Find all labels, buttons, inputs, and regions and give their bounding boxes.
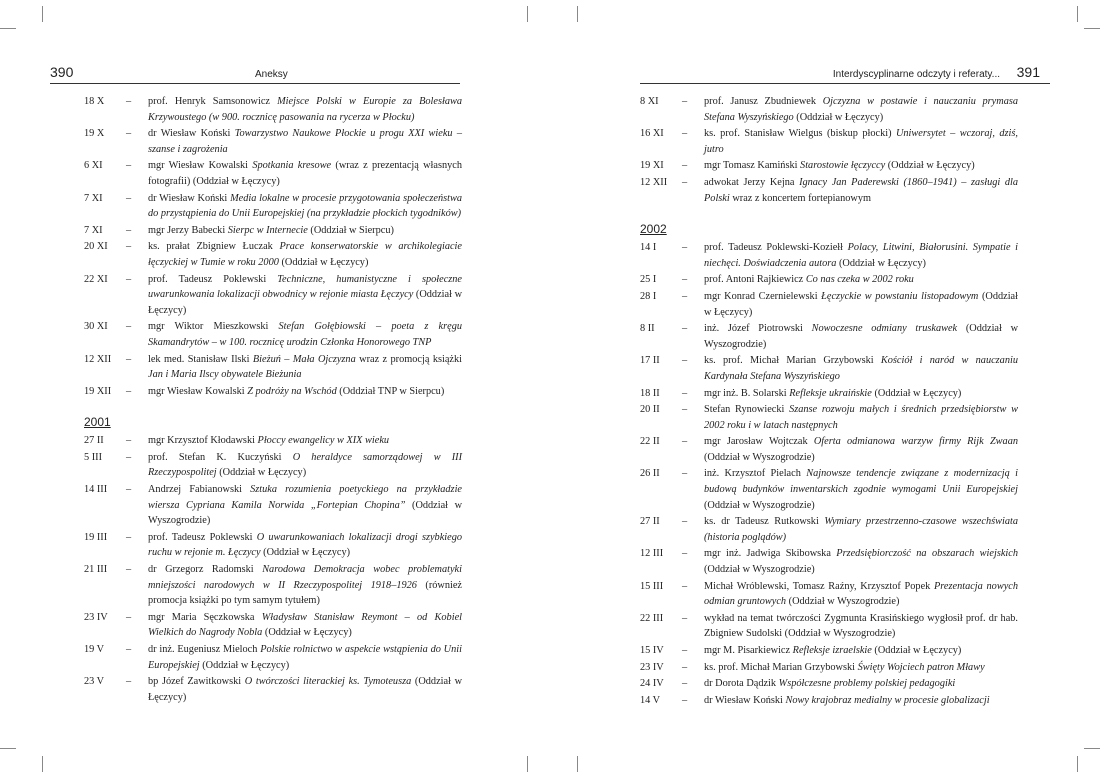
lecture-date: 19 III — [84, 531, 108, 543]
dash-separator: – — [682, 580, 688, 592]
lecture-title: Refleksje izraelskie — [792, 645, 872, 656]
dash-separator: – — [682, 160, 688, 172]
dash-separator: – — [682, 290, 688, 302]
lecture-text: mgr inż. Jadwiga Skibowska — [704, 548, 837, 560]
lecture-title: Polacy, Litwini, Białorusini. Sympatie i niechęci. Doświadczenia autora — [704, 242, 1018, 269]
lecture-title: O twórczości literackiej ks. Tymoteusza — [244, 676, 412, 688]
page-number: 390 — [50, 64, 74, 80]
lecture-text: wykład na temat twórczości Zygmunta Krasińskiego wygłosił prof. dr hab. Zbigniew Sudolski (Oddział w Wyszogrodzie) — [704, 612, 1018, 640]
lecture-date: 28 I — [640, 290, 657, 302]
lecture-entry — [84, 191, 462, 222]
lecture-text: (Oddział w Łęczycy) — [871, 645, 962, 656]
lecture-text: ks. prof. Stanisław Wielgus (biskup płocki) — [704, 128, 896, 140]
lecture-description — [148, 272, 462, 319]
lecture-text: wraz z promocją książki — [355, 353, 462, 365]
lecture-text: Stefan Rynowiecki — [704, 404, 790, 416]
lecture-description — [704, 94, 1018, 125]
dash-separator: – — [126, 435, 132, 447]
lecture-text: adwokat Jerzy Kejna — [704, 176, 800, 188]
lecture-date: 15 IV — [640, 645, 664, 656]
dash-separator: – — [682, 468, 688, 480]
lecture-title: Z podróży na Wschód — [247, 385, 337, 397]
running-head: Aneksy — [255, 69, 288, 80]
lecture-date: 12 XII — [84, 353, 112, 365]
dash-separator: – — [126, 676, 132, 688]
dash-separator: – — [126, 160, 132, 172]
lecture-entry — [640, 386, 1018, 402]
lecture-description — [148, 126, 462, 157]
lecture-description — [704, 353, 1018, 384]
lecture-title: Oferta odmianowa warzyw firmy Rijk Zwaan — [813, 436, 1018, 448]
lecture-text: mgr Konrad Czernielewski — [704, 290, 822, 302]
lecture-title: Nowoczesne odmiany truskawek — [811, 323, 958, 335]
lecture-text: lek med. Stanisław Ilski — [148, 353, 253, 365]
lecture-description — [704, 272, 1018, 288]
right-page — [550, 0, 1100, 778]
dash-separator: – — [682, 274, 688, 286]
lecture-entry — [640, 466, 1018, 513]
lecture-title: O uwarunkowaniach lokalizacji drogi szybkiego ruchu w rejonie m. Łęczycy — [148, 531, 462, 559]
lecture-description — [148, 158, 462, 189]
lecture-date: 20 II — [640, 404, 660, 416]
lecture-description — [704, 466, 1018, 513]
page-number: 391 — [1016, 64, 1040, 80]
lecture-date: 6 XI — [84, 160, 103, 172]
lecture-date: 19 V — [84, 644, 105, 655]
lecture-date: 14 III — [84, 484, 108, 496]
lecture-description — [148, 191, 462, 222]
dash-separator: – — [682, 355, 688, 367]
lecture-date: 27 II — [84, 435, 104, 447]
lecture-description — [704, 240, 1018, 271]
page-header — [50, 66, 460, 84]
dash-separator: – — [126, 385, 132, 397]
lecture-date: 18 II — [640, 387, 660, 399]
lecture-entry — [84, 126, 462, 157]
lecture-text: (Oddział w Łęczycy) — [216, 467, 307, 479]
lecture-title: Miejsce Polski w Europie za Bolesława Krzywoustego (w 900. rocznicę pasowania na rycerza w Płocku) — [148, 96, 462, 123]
lecture-description — [704, 514, 1018, 545]
lecture-title: Starostowie łęczyccy — [800, 160, 886, 172]
lecture-entry — [640, 94, 1018, 125]
dash-separator: – — [682, 128, 688, 140]
lecture-entry — [640, 579, 1018, 610]
lecture-entry — [640, 693, 1018, 709]
lecture-entry — [640, 611, 1018, 642]
lecture-title: Władysław Stanisław Reymont – od Kobiel Wielkich do Nagrody Nobla — [148, 611, 462, 639]
lecture-entry — [640, 643, 1018, 659]
lecture-date: 18 X — [84, 96, 105, 107]
lecture-entry — [84, 352, 462, 383]
dash-separator: – — [126, 273, 132, 285]
lecture-entry — [84, 482, 462, 529]
lecture-title: Łęczyckie w powstaniu listopadowym — [821, 290, 979, 302]
lecture-text: mgr Tomasz Kamiński — [704, 160, 801, 172]
lecture-entry — [640, 126, 1018, 157]
lecture-title: Media lokalne w procesie przygotowania społeczeństwa do przystąpienia do Unii Europejskiej (na przykładzie płockich tygodników) — [148, 192, 463, 220]
lecture-description — [148, 239, 462, 270]
lecture-date: 14 I — [640, 242, 657, 254]
lecture-date: 23 IV — [84, 611, 108, 623]
lecture-description — [704, 402, 1018, 433]
lecture-list — [640, 94, 1018, 709]
lecture-date: 19 XI — [640, 160, 664, 172]
lecture-date: 23 IV — [640, 661, 664, 673]
lecture-title: Jan i Maria Ilscy obywatele Bieżunia — [148, 369, 302, 381]
lecture-title: Sztuka rozumienia poetyckiego na przykładzie wiersza Cypriana Kamila Norwida „Fortepian Chopina” — [148, 484, 462, 511]
lecture-text: prof. Henryk Samsonowicz — [148, 96, 278, 107]
lecture-description — [704, 126, 1018, 157]
lecture-description — [148, 642, 462, 673]
lecture-title: Wymiary przestrzenno-czasowe wszechświata (historia poglądów) — [704, 516, 1018, 543]
lecture-entry — [84, 239, 462, 270]
lecture-text: dr inż. Eugeniusz Mieloch — [148, 644, 261, 655]
lecture-text: (Oddział w Wyszogrodzie) — [704, 564, 815, 576]
dash-separator: – — [126, 321, 132, 333]
lecture-date: 16 XI — [640, 128, 664, 140]
lecture-entry — [84, 223, 462, 239]
lecture-title: Techniczne, humanistyczne i społeczne uwarunkowania lokalizacji obwodnicy w rejonie miasta Łęczycy — [148, 273, 462, 301]
lecture-entry — [84, 319, 462, 350]
lecture-text: (Oddział w Łęczycy) — [871, 387, 962, 399]
lecture-date: 17 II — [640, 355, 660, 367]
dash-separator: – — [682, 242, 688, 254]
lecture-description — [148, 562, 462, 609]
lecture-title: Najnowsze tendencje związane z modernizacją i budową budynków inwentarskich zgodnie wymogami Unii Europejskiej — [704, 468, 1018, 496]
lecture-text: ks. prof. Michał Marian Grzybowski — [704, 661, 858, 673]
dash-separator: – — [126, 644, 132, 655]
lecture-entry — [84, 433, 462, 449]
lecture-text: mgr Wiktor Mieszkowski — [148, 321, 279, 333]
lecture-text: (Oddział w Łęczycy) — [148, 676, 463, 703]
lecture-date: 30 XI — [84, 321, 108, 333]
lecture-entry — [640, 321, 1018, 352]
lecture-text: (Oddział w Łęczycy) — [885, 160, 975, 172]
dash-separator: – — [126, 611, 132, 623]
lecture-text: (Oddział w Łęczycy) — [704, 290, 1018, 318]
lecture-text: prof. Stefan K. Kuczyński — [148, 451, 293, 463]
lecture-text: mgr Wiesław Kowalski — [148, 385, 248, 397]
lecture-title: Szanse rozwoju małych i średnich przedsiębiorstw w 2002 roku i w latach następnych — [704, 404, 1018, 431]
lecture-text: (Oddział w Wyszogrodzie) — [704, 451, 815, 463]
lecture-text: prof. Tadeusz Poklewski — [148, 531, 257, 543]
lecture-text: (Oddział w Łęczycy) — [148, 289, 462, 316]
lecture-title: Przedsiębiorczość na obszarach wiejskich — [836, 548, 1018, 560]
dash-separator: – — [126, 128, 132, 140]
lecture-entry — [640, 272, 1018, 288]
dash-separator: – — [126, 451, 132, 463]
lecture-description — [148, 610, 462, 641]
lecture-text: mgr Jarosław Wojtczak — [704, 436, 814, 448]
dash-separator: – — [682, 387, 688, 399]
lecture-text: dr Wiesław Koński — [148, 128, 235, 140]
lecture-text: (Oddział w Wyszogrodzie) — [148, 499, 462, 527]
lecture-description — [704, 386, 1018, 402]
lecture-title: Święty Wojciech patron Mławy — [857, 661, 985, 673]
lecture-description — [704, 579, 1018, 610]
lecture-text: (również promocja książki po tym samym tytułem) — [148, 579, 462, 607]
dash-separator: – — [682, 96, 688, 107]
lecture-date: 12 III — [640, 548, 664, 560]
lecture-description — [148, 433, 462, 449]
dash-separator: – — [126, 484, 132, 496]
lecture-entry — [84, 610, 462, 641]
dash-separator: – — [682, 404, 688, 416]
lecture-entry — [640, 676, 1018, 692]
lecture-text: ks. prałat Zbigniew Łuczak — [148, 241, 280, 253]
lecture-entry — [640, 434, 1018, 465]
running-head: Interdyscyplinarne odczyty i referaty... — [832, 69, 1000, 80]
lecture-entry — [84, 272, 462, 319]
dash-separator: – — [682, 516, 688, 528]
lecture-entry — [84, 642, 462, 673]
lecture-date: 20 XI — [84, 241, 108, 253]
lecture-text: (Oddział w Wyszogrodzie) — [704, 323, 1018, 350]
lecture-date: 5 III — [84, 451, 103, 463]
lecture-entry — [640, 660, 1018, 676]
lecture-description — [704, 175, 1018, 206]
lecture-description — [704, 289, 1018, 320]
lecture-description — [148, 674, 462, 705]
lecture-date: 22 XI — [84, 273, 108, 285]
lecture-entry — [640, 158, 1018, 174]
lecture-entry — [84, 562, 462, 609]
year-heading: 2001 — [84, 415, 111, 430]
lecture-text: ks. dr Tadeusz Rutkowski — [704, 516, 825, 528]
lecture-text: Andrzej Fabianowski — [148, 484, 251, 496]
lecture-date: 12 XII — [640, 176, 668, 188]
lecture-entry — [84, 530, 462, 561]
dash-separator: – — [682, 612, 688, 624]
lecture-description — [704, 434, 1018, 465]
dash-separator: – — [126, 96, 132, 107]
lecture-title: Stefan Gołębiowski – poeta z kręgu Skamandrytów – w 100. rocznicę urodzin Członka Honorowego TNP — [148, 321, 462, 348]
lecture-text: (Oddział w Łęczycy) — [836, 257, 926, 269]
lecture-title: Prace konserwatorskie w archikolegiacie łęczyckiej w Tumie w roku 2000 — [148, 241, 462, 268]
dash-separator: – — [126, 531, 132, 543]
lecture-text: mgr Maria Sęczkowska — [148, 611, 262, 623]
dash-separator: – — [682, 323, 688, 335]
lecture-text: (Oddział w Łęczycy) — [260, 547, 351, 559]
lecture-title: O heraldyce samorządowej w III Rzeczypospolitej — [148, 451, 462, 479]
lecture-text: (Oddział w Łęczycy) — [199, 659, 290, 671]
lecture-entry — [84, 384, 462, 400]
year-heading: 2002 — [640, 222, 667, 237]
dash-separator: – — [682, 548, 688, 560]
lecture-text: wraz z koncertem fortepianowym — [729, 192, 871, 204]
dash-separator: – — [126, 564, 132, 576]
lecture-text: prof. Tadeusz Poklewski-Koziełł — [704, 242, 848, 254]
dash-separator: – — [682, 661, 688, 673]
lecture-text: dr Wiesław Koński — [704, 694, 786, 706]
lecture-date: 23 V — [84, 676, 105, 688]
lecture-description — [704, 611, 1018, 642]
lecture-text: mgr Krzysztof Kłodawski — [148, 435, 258, 447]
dash-separator: – — [682, 694, 688, 706]
lecture-text: prof. Antoni Rajkiewicz — [704, 274, 806, 286]
lecture-entry — [84, 94, 462, 125]
lecture-title: Sierpc w Internecie — [227, 224, 308, 236]
lecture-text: dr Grzegorz Radomski — [148, 564, 263, 576]
dash-separator: – — [126, 241, 132, 253]
lecture-entry — [640, 240, 1018, 271]
lecture-date: 7 XI — [84, 224, 103, 236]
lecture-text: (Oddział TNP w Sierpcu) — [336, 385, 445, 397]
lecture-description — [148, 530, 462, 561]
dash-separator: – — [682, 645, 688, 656]
lecture-text: (Oddział w Łęczycy) — [278, 256, 369, 268]
lecture-description — [704, 693, 1018, 709]
lecture-date: 24 IV — [640, 678, 664, 690]
lecture-date: 27 II — [640, 516, 660, 528]
lecture-text: (Oddział w Łęczycy) — [793, 111, 884, 123]
lecture-date: 21 III — [84, 564, 108, 576]
dash-separator: – — [682, 678, 688, 690]
lecture-text: ks. prof. Michał Marian Grzybowski — [704, 355, 881, 367]
lecture-date: 19 XII — [84, 385, 112, 397]
lecture-entry — [84, 674, 462, 705]
lecture-description — [148, 223, 462, 239]
lecture-title: Prezentacja nowych odmian gruntowych — [704, 580, 1018, 608]
lecture-date: 26 II — [640, 468, 660, 480]
lecture-text: dr Wiesław Koński — [148, 192, 231, 204]
lecture-text: prof. Tadeusz Poklewski — [148, 273, 278, 285]
lecture-title: Bieżuń – Mała Ojczyzna — [252, 353, 356, 365]
lecture-text: (Oddział w Wyszogrodzie) — [786, 596, 900, 608]
lecture-text: prof. Janusz Zbudniewek — [704, 96, 823, 107]
lecture-text: dr Dorota Dądzik — [704, 678, 779, 690]
lecture-description — [704, 158, 1018, 174]
lecture-entry — [640, 289, 1018, 320]
lecture-description — [704, 676, 1018, 692]
lecture-title: Co nas czeka w 2002 roku — [805, 274, 914, 286]
lecture-date: 8 II — [640, 323, 655, 335]
lecture-date: 22 III — [640, 612, 664, 624]
lecture-description — [148, 482, 462, 529]
lecture-date: 14 V — [640, 694, 661, 706]
lecture-title: Ignacy Jan Paderewski (1860–1941) – zasługi dla Polski — [704, 176, 1018, 204]
lecture-title: Polskie rolnictwo w aspekcie wstąpienia do Unii Europejskiej — [148, 644, 462, 671]
lecture-description — [148, 352, 462, 383]
lecture-title: Towarzystwo Naukowe Płockie u progu XXI wieku – szanse i zagrożenia — [148, 128, 462, 155]
lecture-title: Narodowa Demokracja wobec problematyki mniejszości narodowych w II Rzeczypospolitej 1918–1926 — [148, 564, 462, 591]
lecture-entry — [84, 158, 462, 189]
lecture-date: 7 XI — [84, 192, 103, 204]
lecture-date: 8 XI — [640, 96, 659, 107]
lecture-text: (Oddział w Sierpcu) — [307, 224, 394, 236]
lecture-entry — [640, 402, 1018, 433]
lecture-description — [148, 94, 462, 125]
lecture-text: bp Józef Zawitkowski — [148, 676, 245, 688]
lecture-title: Nowy krajobraz medialny w procesie globalizacji — [785, 694, 990, 706]
lecture-text: inż. Krzysztof Pielach — [704, 468, 807, 480]
lecture-text: Michał Wróblewski, Tomasz Raźny, Krzysztof Popek — [704, 580, 935, 592]
dash-separator: – — [682, 176, 688, 188]
lecture-text: inż. Józef Piotrowski — [704, 323, 812, 335]
lecture-description — [704, 321, 1018, 352]
lecture-entry — [640, 546, 1018, 577]
lecture-text: mgr inż. B. Solarski — [704, 387, 790, 399]
lecture-entry — [84, 450, 462, 481]
lecture-description — [704, 546, 1018, 577]
dash-separator: – — [126, 224, 132, 236]
lecture-text: mgr Jerzy Babecki — [148, 224, 228, 236]
lecture-entry — [640, 175, 1018, 206]
lecture-description — [148, 384, 462, 400]
lecture-title: Płoccy ewangelicy w XIX wieku — [257, 435, 390, 447]
lecture-date: 22 II — [640, 436, 660, 448]
lecture-title: Współczesne problemy polskiej pedagogiki — [778, 678, 956, 690]
lecture-title: Uniwersytet – wczoraj, dziś, jutro — [704, 128, 1019, 155]
lecture-text: mgr Wiesław Kowalski — [148, 160, 253, 172]
lecture-entry — [640, 353, 1018, 384]
lecture-entry — [640, 514, 1018, 545]
lecture-date: 25 I — [640, 274, 657, 286]
lecture-description — [704, 643, 1018, 659]
lecture-date: 19 X — [84, 128, 105, 140]
lecture-title: Spotkania kresowe — [252, 160, 332, 172]
lecture-title: Ojczyzna w postawie i nauczaniu prymasa Stefana Wyszyńskiego — [704, 96, 1018, 123]
lecture-text: (wraz z prezentacją własnych fotografii) (Oddział w Łęczycy) — [148, 160, 463, 187]
dash-separator: – — [126, 192, 132, 204]
lecture-date: 15 III — [640, 580, 664, 592]
dash-separator: – — [682, 436, 688, 448]
lecture-title: Kościół i naród w nauczaniu Kardynała Stefana Wyszyńskiego — [704, 355, 1018, 382]
lecture-description — [148, 450, 462, 481]
lecture-text: (Oddział w Wyszogrodzie) — [704, 499, 815, 511]
lecture-text: (Oddział w Łęczycy) — [262, 627, 352, 639]
lecture-list — [84, 94, 462, 706]
lecture-description — [704, 660, 1018, 676]
page-header — [640, 66, 1050, 84]
dash-separator: – — [126, 353, 132, 365]
lecture-description — [148, 319, 462, 350]
lecture-text: mgr M. Pisarkiewicz — [704, 645, 793, 656]
lecture-title: Refleksje ukraińskie — [789, 387, 872, 399]
